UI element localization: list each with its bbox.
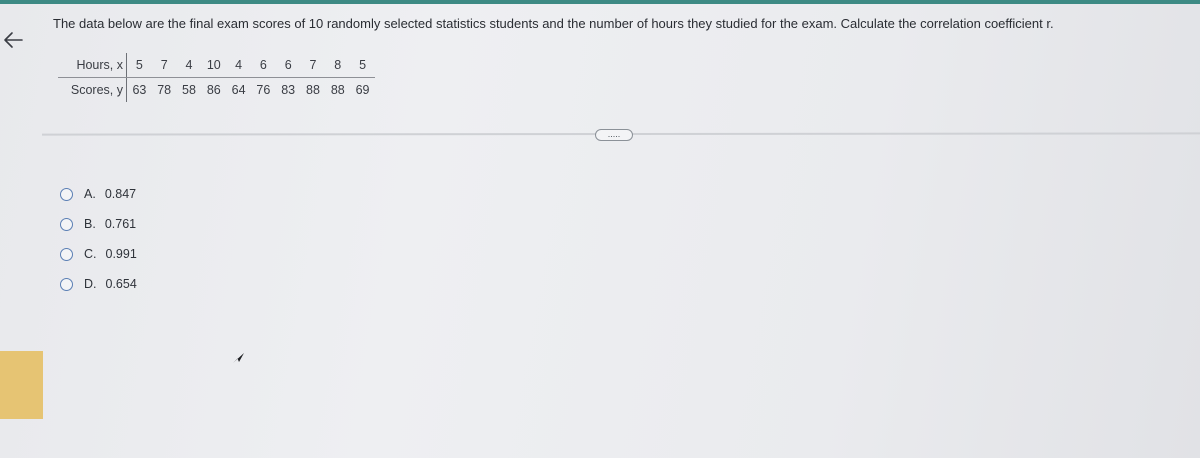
option-d[interactable] bbox=[60, 269, 137, 299]
option-letter: C. bbox=[84, 247, 97, 261]
table-cell: 10 bbox=[206, 58, 221, 72]
table-cell: 8 bbox=[334, 58, 342, 72]
table-cell: 5 bbox=[359, 58, 367, 72]
option-letter: B. bbox=[84, 217, 96, 231]
table-row-hours bbox=[58, 53, 375, 78]
table-cell: 69 bbox=[355, 83, 370, 97]
more-button[interactable]: ..... bbox=[595, 129, 633, 141]
radio-button-d[interactable] bbox=[60, 278, 73, 291]
table-cell: 78 bbox=[157, 83, 172, 97]
option-c[interactable] bbox=[60, 239, 137, 269]
radio-button-a[interactable] bbox=[60, 188, 73, 201]
mouse-cursor-icon bbox=[232, 350, 246, 366]
option-value: 0.761 bbox=[104, 217, 137, 231]
option-value: 0.654 bbox=[105, 277, 137, 291]
data-table bbox=[58, 53, 375, 102]
option-value: 0.991 bbox=[105, 247, 137, 261]
table-cell: 7 bbox=[160, 58, 168, 72]
radio-button-b[interactable] bbox=[60, 218, 73, 231]
radio-button-c[interactable] bbox=[60, 248, 73, 261]
table-cell: 4 bbox=[185, 58, 193, 72]
table-cell: 5 bbox=[135, 58, 143, 72]
option-letter: A. bbox=[84, 187, 96, 201]
table-cell: 63 bbox=[132, 83, 147, 97]
table-cell: 58 bbox=[182, 83, 196, 97]
table-row-header: Hours, x bbox=[58, 53, 127, 77]
option-a[interactable] bbox=[60, 179, 137, 209]
table-cell: 83 bbox=[281, 83, 296, 97]
table-cell: 6 bbox=[284, 58, 292, 72]
back-arrow-icon[interactable] bbox=[2, 30, 24, 50]
option-b[interactable] bbox=[60, 209, 137, 239]
option-value: 0.847 bbox=[104, 187, 137, 201]
table-cell: 76 bbox=[256, 83, 271, 97]
table-cell: 4 bbox=[235, 58, 243, 72]
answer-options bbox=[60, 179, 137, 299]
table-cell: 7 bbox=[309, 58, 317, 72]
table-cell: 88 bbox=[330, 83, 345, 97]
option-letter: D. bbox=[84, 277, 97, 291]
table-cell: 6 bbox=[259, 58, 267, 72]
top-bar bbox=[0, 0, 1200, 4]
side-accent-tab bbox=[0, 351, 43, 419]
table-cell: 86 bbox=[206, 83, 221, 97]
table-cell: 88 bbox=[306, 83, 320, 97]
question-text: The data below are the final exam scores of 10 randomly selected statistics students and the number of hours they studied for the exam. Calculate the correlation coefficient r. bbox=[53, 16, 1054, 31]
table-cell: 64 bbox=[231, 83, 246, 97]
table-row-scores bbox=[58, 78, 375, 102]
table-row-header: Scores, y bbox=[58, 78, 127, 102]
